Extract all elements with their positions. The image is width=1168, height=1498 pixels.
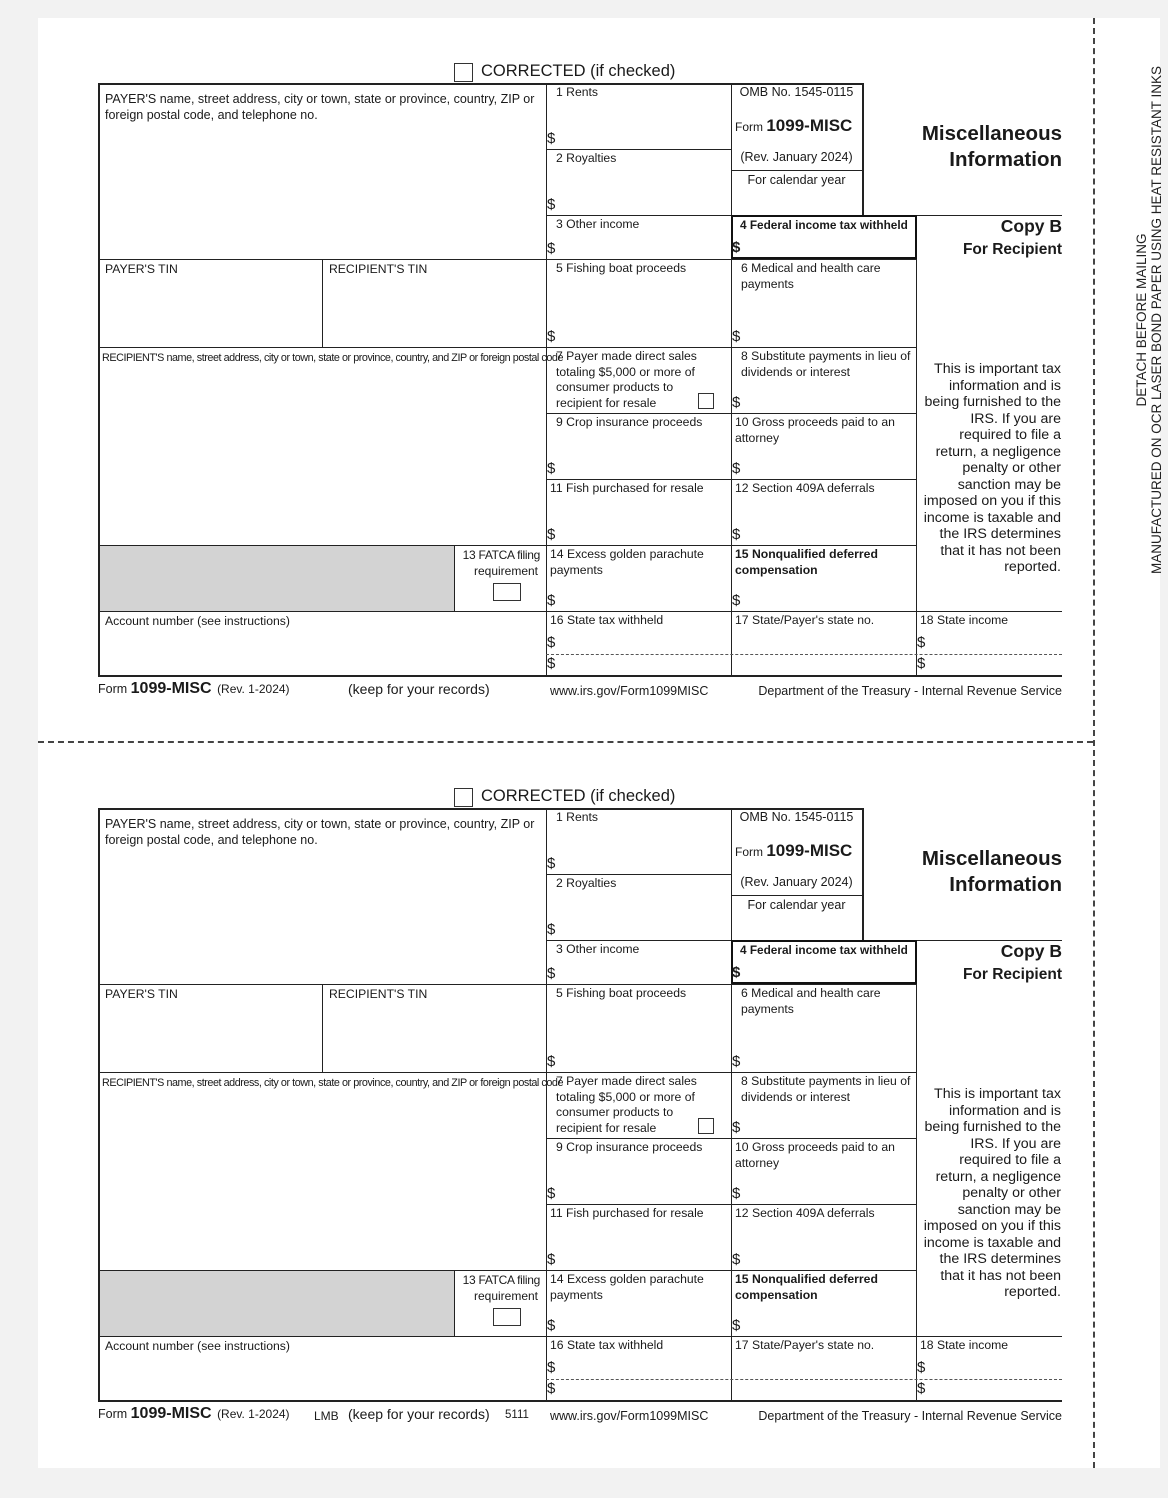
box17-state-no[interactable] — [731, 611, 916, 675]
box14-label: 14 Excess golden parachute payments — [550, 1272, 704, 1302]
box8-label: 8 Substitute payments in lieu of dividends or interest — [741, 349, 911, 379]
box16-label: 16 State tax withheld — [550, 1338, 664, 1352]
box5-dollar: $ — [547, 328, 556, 345]
box12-409a[interactable] — [731, 1204, 916, 1270]
box9-crop-insurance[interactable] — [546, 1138, 731, 1204]
box16-label: 16 State tax withheld — [550, 613, 664, 627]
box7-direct-sales — [546, 1072, 731, 1138]
box9-dollar: $ — [547, 460, 556, 477]
box7-direct-sales — [546, 347, 731, 413]
box5-dollar: $ — [547, 1053, 556, 1070]
box2-label: 2 Royalties — [556, 151, 617, 165]
box16-state-tax[interactable] — [546, 611, 731, 675]
omb-block — [731, 83, 862, 215]
title-line-1: Miscellaneous — [921, 122, 1062, 145]
box1-dollar: $ — [547, 130, 556, 147]
box17-state-no[interactable] — [731, 1336, 916, 1400]
omb-divider — [731, 895, 862, 896]
footer-url: www.irs.gov/Form1099MISC — [550, 1409, 709, 1423]
payer-tin-field[interactable] — [98, 984, 322, 1072]
box6-dollar: $ — [732, 1053, 741, 1070]
recipient-block-label: RECIPIENT'S name, street address, city or town, state or province, country, and ZIP or foreign postal code — [102, 1077, 564, 1089]
box2-royalties[interactable] — [546, 874, 731, 940]
box5-label: 5 Fishing boat proceeds — [556, 261, 687, 275]
frame-bottom — [98, 1400, 1062, 1402]
recipient-block[interactable] — [98, 1072, 564, 1270]
title-line-1: Miscellaneous — [921, 847, 1062, 870]
recipient-tin-field[interactable] — [322, 259, 546, 347]
payer-tin-label: PAYER'S TIN — [105, 987, 178, 1001]
box14-golden-parachute[interactable] — [546, 1270, 731, 1336]
footer-url: www.irs.gov/Form1099MISC — [550, 684, 709, 698]
payer-block[interactable] — [98, 83, 546, 215]
box14-golden-parachute[interactable] — [546, 545, 731, 611]
box5-fishing-boat[interactable] — [546, 984, 731, 1072]
box11-dollar: $ — [547, 1251, 556, 1268]
box16-dollar-1: $ — [547, 634, 556, 651]
box10-label: 10 Gross proceeds paid to an attorney — [735, 1140, 895, 1170]
box3-other-income[interactable] — [546, 940, 731, 984]
account-number-label: Account number (see instructions) — [105, 614, 290, 628]
box1-label: 1 Rents — [556, 810, 599, 824]
rev-date: (Rev. January 2024) — [740, 875, 853, 889]
footer-form-id — [98, 680, 290, 698]
box8-substitute[interactable] — [731, 347, 916, 413]
omb-block — [731, 808, 862, 940]
box11-dollar: $ — [547, 526, 556, 543]
box18-dollar-1: $ — [917, 634, 926, 651]
box1-dollar: $ — [547, 855, 556, 872]
box18-dollar-2: $ — [917, 655, 926, 672]
box14-dollar: $ — [547, 592, 556, 609]
form-id — [735, 118, 852, 135]
box1-rents[interactable] — [546, 808, 731, 874]
box17-label: 17 State/Payer's state no. — [735, 613, 875, 627]
box13-field — [454, 545, 546, 611]
footer-keep: (keep for your records) — [348, 1406, 490, 1422]
box18-label: 18 State income — [920, 1338, 1009, 1352]
box8-dollar: $ — [732, 1119, 741, 1136]
recipient-tin-field[interactable] — [322, 984, 546, 1072]
footer-code-lmb: LMB — [314, 1409, 339, 1423]
box2-label: 2 Royalties — [556, 876, 617, 890]
payer-block[interactable] — [98, 808, 546, 940]
box12-label: 12 Section 409A deferrals — [735, 1206, 875, 1220]
box1-rents[interactable] — [546, 83, 731, 149]
account-number-field[interactable] — [98, 611, 546, 675]
payer-tin-label: PAYER'S TIN — [105, 262, 178, 276]
recipient-block[interactable] — [98, 347, 564, 545]
footer-code-5111: 5111 — [505, 1409, 529, 1421]
fatca-checkbox[interactable] — [493, 1308, 521, 1326]
calendar-year: For calendar year — [747, 898, 846, 912]
important-notice: This is important tax information and is being furnished to the IRS. If you are required to file a return, a negligence penalty or other sanction may be imposed on you if this income is taxable and the IRS determines that it has not been reported. — [923, 361, 1061, 575]
footer-form-name: 1099-MISC — [130, 1405, 212, 1422]
box3-dollar: $ — [547, 240, 556, 257]
box3-label: 3 Other income — [556, 942, 640, 956]
box6-medical[interactable] — [731, 259, 916, 347]
box7-checkbox[interactable] — [698, 1118, 714, 1134]
box13-sublabel: requirement — [473, 1289, 538, 1303]
form-title — [922, 846, 1062, 898]
box13-label: 13 FATCA filing — [462, 1273, 540, 1287]
corrected-label: CORRECTED (if checked) — [481, 62, 676, 80]
box3-dollar: $ — [547, 965, 556, 982]
corrected-checkbox[interactable] — [454, 788, 473, 807]
frame-bottom — [98, 675, 1062, 677]
box3-label: 3 Other income — [556, 217, 640, 231]
copy-b: Copy B — [1000, 216, 1062, 236]
box9-label: 9 Crop insurance proceeds — [556, 415, 703, 429]
box12-dollar: $ — [732, 526, 741, 543]
footer-rev: (Rev. 1-2024) — [217, 682, 290, 696]
box1-label: 1 Rents — [556, 85, 599, 99]
box13-field — [454, 1270, 546, 1336]
box18-dollar-1: $ — [917, 1359, 926, 1376]
footer-rev: (Rev. 1-2024) — [217, 1407, 290, 1421]
footer-form-word: Form — [98, 682, 128, 696]
recipient-tin-label: RECIPIENT'S TIN — [329, 262, 428, 276]
form-word: Form — [735, 120, 763, 134]
box15-nonqualified[interactable] — [731, 545, 916, 611]
form-copy-1 — [98, 62, 1062, 762]
form-name: 1099-MISC — [766, 116, 853, 135]
box7-label: 7 Payer made direct sales totaling $5,000 or more of consumer products to recipient for resale — [556, 349, 697, 410]
form-title — [922, 121, 1062, 173]
box16-dollar-2: $ — [547, 1380, 556, 1397]
box4-federal-tax[interactable] — [731, 215, 916, 259]
box5-fishing-boat[interactable] — [546, 259, 731, 347]
box4-label: 4 Federal income tax withheld — [740, 943, 908, 957]
omb-number: OMB No. 1545-0115 — [739, 85, 854, 99]
title-line-2: Information — [949, 873, 1062, 896]
for-recipient: For Recipient — [962, 241, 1062, 258]
box16-dollar-2: $ — [547, 655, 556, 672]
box13-label: 13 FATCA filing — [462, 548, 540, 562]
box6-label: 6 Medical and health care payments — [741, 261, 881, 291]
box7-checkbox[interactable] — [698, 393, 714, 409]
footer-form-name: 1099-MISC — [130, 680, 212, 697]
box18-label: 18 State income — [920, 613, 1009, 627]
omb-divider — [731, 170, 862, 171]
form-word: Form — [735, 845, 763, 859]
box8-substitute[interactable] — [731, 1072, 916, 1138]
for-recipient: For Recipient — [962, 966, 1062, 983]
box2-dollar: $ — [547, 921, 556, 938]
box12-409a[interactable] — [731, 479, 916, 545]
footer-keep: (keep for your records) — [348, 681, 490, 697]
box15-label: 15 Nonqualified deferred compensation — [735, 547, 878, 577]
footer-dept: Department of the Treasury - Internal Revenue Service — [758, 1409, 1062, 1423]
form-id — [735, 843, 852, 860]
box15-dollar: $ — [732, 1317, 741, 1334]
box5-label: 5 Fishing boat proceeds — [556, 986, 687, 1000]
corrected-checkbox[interactable] — [454, 63, 473, 82]
footer-form-word: Form — [98, 1407, 128, 1421]
form-name: 1099-MISC — [766, 841, 853, 860]
box10-attorney[interactable] — [731, 1138, 916, 1204]
box11-label: 11 Fish purchased for resale — [550, 1206, 704, 1220]
box15-dollar: $ — [732, 592, 741, 609]
box4-dollar: $ — [732, 964, 741, 981]
box4-label: 4 Federal income tax withheld — [740, 218, 908, 232]
box18-state-income[interactable] — [916, 611, 1062, 675]
form-copy-2 — [98, 787, 1062, 1487]
account-number-label: Account number (see instructions) — [105, 1339, 290, 1353]
payer-block-label: PAYER'S name, street address, city or town, state or province, country, ZIP or foreign postal code, and telephone no. — [105, 817, 535, 847]
box8-dollar: $ — [732, 394, 741, 411]
box13-sublabel: requirement — [473, 564, 538, 578]
box10-dollar: $ — [732, 460, 741, 477]
box9-label: 9 Crop insurance proceeds — [556, 1140, 703, 1154]
box4-dollar: $ — [732, 239, 741, 256]
box15-nonqualified[interactable] — [731, 1270, 916, 1336]
recipient-block-label: RECIPIENT'S name, street address, city or town, state or province, country, and ZIP or foreign postal code — [102, 352, 564, 364]
box6-label: 6 Medical and health care payments — [741, 986, 881, 1016]
perforation-vertical — [1093, 18, 1095, 1468]
box14-label: 14 Excess golden parachute payments — [550, 547, 704, 577]
copy-b: Copy B — [1000, 941, 1062, 961]
box11-fish-purchased[interactable] — [546, 479, 731, 545]
box10-dollar: $ — [732, 1185, 741, 1202]
box2-dollar: $ — [547, 196, 556, 213]
box3-other-income[interactable] — [546, 215, 731, 259]
box17-label: 17 State/Payer's state no. — [735, 1338, 875, 1352]
omb-number: OMB No. 1545-0115 — [739, 810, 854, 824]
box8-label: 8 Substitute payments in lieu of dividends or interest — [741, 1074, 911, 1104]
recipient-tin-label: RECIPIENT'S TIN — [329, 987, 428, 1001]
box6-dollar: $ — [732, 328, 741, 345]
box11-fish-purchased[interactable] — [546, 1204, 731, 1270]
box14-dollar: $ — [547, 1317, 556, 1334]
payer-tin-field[interactable] — [98, 259, 322, 347]
frame-omb-right — [862, 808, 864, 940]
account-number-field[interactable] — [98, 1336, 546, 1400]
box6-medical[interactable] — [731, 984, 916, 1072]
payer-block-label: PAYER'S name, street address, city or town, state or province, country, ZIP or foreign postal code, and telephone no. — [105, 92, 535, 122]
side-notice — [1134, 10, 1164, 630]
footer-dept: Department of the Treasury - Internal Revenue Service — [758, 684, 1062, 698]
detach-notice: DETACH BEFORE MAILING — [1134, 233, 1149, 407]
box12-label: 12 Section 409A deferrals — [735, 481, 875, 495]
box2-royalties[interactable] — [546, 149, 731, 215]
box11-label: 11 Fish purchased for resale — [550, 481, 704, 495]
frame-omb-right — [862, 83, 864, 215]
box4-federal-tax[interactable] — [731, 940, 916, 984]
shaded-area — [100, 1271, 454, 1336]
footer-form-id — [98, 1405, 290, 1423]
fatca-checkbox[interactable] — [493, 583, 521, 601]
box18-state-income[interactable] — [916, 1336, 1062, 1400]
box10-attorney[interactable] — [731, 413, 916, 479]
box10-label: 10 Gross proceeds paid to an attorney — [735, 415, 895, 445]
calendar-year: For calendar year — [747, 173, 846, 187]
box18-dollar-2: $ — [917, 1380, 926, 1397]
box9-crop-insurance[interactable] — [546, 413, 731, 479]
box15-label: 15 Nonqualified deferred compensation — [735, 1272, 878, 1302]
box12-dollar: $ — [732, 1251, 741, 1268]
manufacture-notice: MANUFACTURED ON OCR LASER BOND PAPER USING HEAT RESISTANT INKS — [1149, 65, 1164, 575]
box16-dollar-1: $ — [547, 1359, 556, 1376]
box7-label: 7 Payer made direct sales totaling $5,000 or more of consumer products to recipient for resale — [556, 1074, 697, 1135]
box16-state-tax[interactable] — [546, 1336, 731, 1400]
important-notice: This is important tax information and is being furnished to the IRS. If you are required to file a return, a negligence penalty or other sanction may be imposed on you if this income is taxable and the IRS determines that it has not been reported. — [923, 1086, 1061, 1300]
title-line-2: Information — [949, 148, 1062, 171]
rev-date: (Rev. January 2024) — [740, 150, 853, 164]
box9-dollar: $ — [547, 1185, 556, 1202]
corrected-label: CORRECTED (if checked) — [481, 787, 676, 805]
shaded-area — [100, 546, 454, 611]
